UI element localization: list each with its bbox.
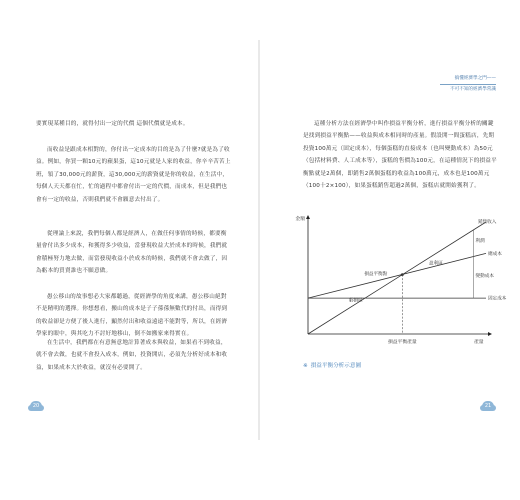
left-paragraph-1: 要實現某種目的，就得付出一定的代價 這個代價就是成本。 xyxy=(36,121,189,127)
left-page-number: 20 xyxy=(30,401,42,411)
x-axis-arrow xyxy=(488,332,492,336)
running-header xyxy=(440,75,496,94)
breakeven-quantity-label: 損益平衡產量 xyxy=(387,340,417,345)
series-label-total-cost: 總成本 xyxy=(488,251,502,257)
left-paragraph-4: 愚公移山的故事想必大家都聽過，從經濟學的角度來講，愚公移山絕對不是精明的選擇。你想想看，搬山的成本是子子孫孫無數代的付出，而得到的收益卻是方便了後人進行，顯然付出和收益遠遠不能對等，所以，在經濟學家的眼中，與其吃力不討好地移山，倒不如搬家來得實在。 xyxy=(36,294,228,338)
book-gutter xyxy=(258,40,260,440)
breakeven-point-label: 損益平衡點 xyxy=(364,272,388,278)
sales-revenue-line xyxy=(308,222,486,334)
header-line-1: 搞懂經濟學之門—— xyxy=(454,76,496,81)
loss-area-label: 虧損區 xyxy=(348,298,363,304)
x-axis-label: 產量 xyxy=(474,340,484,345)
left-paragraph-2: 而收益是跟成本相對的，你付出一定成本的目的是為了什麼?就是為了收益。例如，你買一顆10元的蘋果蛋，這10元就是人家的收益，你辛辛苦苦上班，領了30,000元的薪資，這30,000元的薪資就是你的收益，在生活中，每個人天天都在忙，忙的過程中都會付出一定的代價，而成本，但是我們也會有一定的收益，否則我們就不會願意去付出了。 xyxy=(36,147,231,203)
caption-marker: ※ xyxy=(303,363,308,369)
variable-cost-label: 變動成本 xyxy=(475,273,494,279)
breakeven-chart-svg xyxy=(286,212,507,357)
y-axis-arrow xyxy=(306,215,310,219)
y-axis-label: 金額 xyxy=(295,217,305,222)
left-page xyxy=(0,0,258,500)
left-paragraph-5: 在生活中，我們都在有意無意地計算著成本與收益，如果看不到收益，就不會去做，也就不會投入成本，例如，投資開店，必須先分析好成本和收益，如果成本大於收益，就沒有必要開了。 xyxy=(36,340,228,371)
figure-caption xyxy=(303,361,361,369)
header-rule xyxy=(440,84,496,85)
profit-area-label: 盈利區 xyxy=(429,261,443,267)
right-paragraph-1: 這種分析方法在經濟學中叫作損益平衡分析，進行損益平衡分析的關鍵是找到損益平衡點——收益與成本相同時的產量。假設開一間蛋糕店，先期投資100萬元（固定成本），每個蛋糕的直接成本（也叫變動成本）為50元（包括材料費、人工成本等），蛋糕的售價為100元，在這種情況下的損益平衡點就是2萬個，即銷售2萬個蛋糕的收益為100萬元，成本也是100萬元（100十2×100），如果蛋糕銷售超過2萬個，蛋糕店就開始獲利了。 xyxy=(303,121,497,190)
header-line-2: 不可不知的經濟學常識 xyxy=(450,87,496,92)
caption-text: 損益平衡分析示意圖 xyxy=(310,363,362,369)
series-label-fixed-cost: 固定成本 xyxy=(488,296,507,302)
total-cost-line xyxy=(308,253,486,298)
profit-label: 利潤 xyxy=(475,239,485,245)
right-page-number: 21 xyxy=(482,401,494,411)
breakeven-chart xyxy=(286,212,507,357)
left-paragraph-3: 從理論上來說，我們每個人都是經濟人，在做任何事情的時候，都要衡量會付出多少成本，和獲得多少收益，當發現收益大於成本的時候，我們就會積極努力地去做，而當發現收益小於成本的時候，我們就不會去做了，因為虧本的買賣誰也不願意做。 xyxy=(36,231,228,275)
series-label-sales-revenue: 銷售收入 xyxy=(478,220,497,225)
